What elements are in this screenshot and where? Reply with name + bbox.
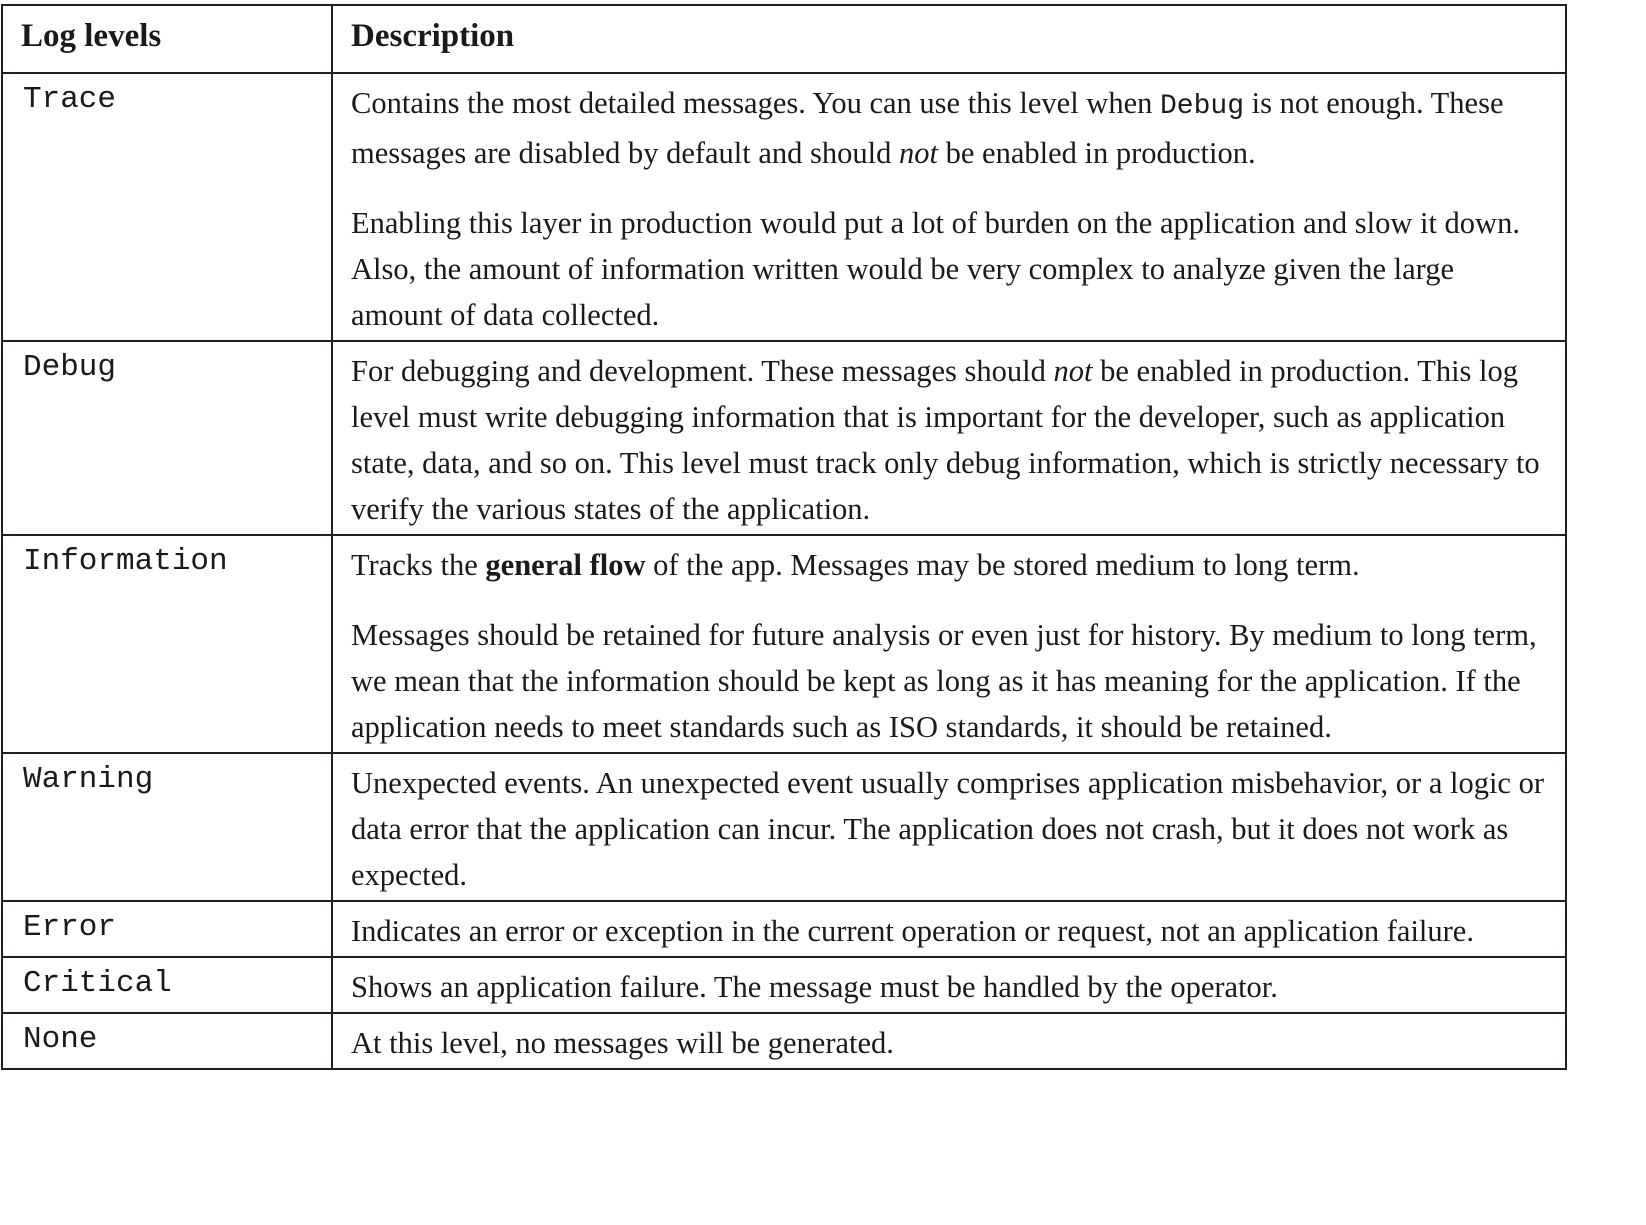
bold-text: general flow [485, 548, 646, 582]
description-text: be enabled in production. This log level must write debugging information that is important for the developer, such as application state, data, and so on. This level must track only debug information, which is strictly necessary to verify the various states of the application. [351, 354, 1540, 526]
log-level-critical: Critical [2, 957, 332, 1013]
description-text: Contains the most detailed messages. You can use this level when [351, 86, 1160, 120]
table-row [2, 901, 1566, 957]
description-paragraph: At this level, no messages will be generated. [351, 1026, 894, 1060]
emphasis-text: not [899, 136, 938, 170]
description-error [332, 901, 1566, 957]
description-text: Tracks the [351, 548, 486, 582]
description-paragraph [351, 80, 1551, 176]
description-paragraph: Enabling this layer in production would put a lot of burden on the application and slow it down. Also, the amount of information written would be very complex to analyze given the large amount of data collected. [351, 206, 1520, 332]
description-paragraph: Messages should be retained for future analysis or even just for history. By medium to long term, we mean that the information should be kept as long as it has meaning for the application. If the application needs to meet standards such as ISO standards, it should be retained. [351, 618, 1537, 744]
log-level-none: None [2, 1013, 332, 1069]
header-log-levels: Log levels [2, 5, 332, 73]
log-level-debug: Debug [2, 341, 332, 535]
description-paragraph [351, 542, 1551, 588]
description-information [332, 535, 1566, 753]
description-trace [332, 73, 1566, 341]
description-text: is not enough. These messages are disabled by default and should [351, 86, 1504, 170]
description-critical [332, 957, 1566, 1013]
log-level-trace: Trace [2, 73, 332, 341]
description-text: of the app. Messages may be stored medium to long term. [645, 548, 1360, 582]
log-levels-table [1, 4, 1567, 1070]
description-warning [332, 753, 1566, 901]
table-row [2, 753, 1566, 901]
table-row [2, 1013, 1566, 1069]
table-row [2, 73, 1566, 341]
log-level-warning: Warning [2, 753, 332, 901]
emphasis-text: not [1053, 354, 1093, 388]
table-row [2, 535, 1566, 753]
header-description: Description [332, 5, 1566, 73]
description-text: be enabled in production. [938, 136, 1256, 170]
description-text: For debugging and development. These messages should [351, 354, 1054, 388]
description-paragraph: Shows an application failure. The message must be handled by the operator. [351, 970, 1278, 1004]
log-level-information: Information [2, 535, 332, 753]
description-debug [332, 341, 1566, 535]
table-row [2, 957, 1566, 1013]
table-row [2, 341, 1566, 535]
description-paragraph: Unexpected events. An unexpected event usually comprises application misbehavior, or a logic or data error that the application can incur. The application does not crash, but it does not work as expected. [351, 766, 1544, 892]
description-paragraph: Indicates an error or exception in the current operation or request, not an application failure. [351, 914, 1474, 948]
description-none [332, 1013, 1566, 1069]
description-paragraph [351, 348, 1551, 532]
log-level-error: Error [2, 901, 332, 957]
table-header-row [2, 5, 1566, 73]
inline-code: Debug [1159, 91, 1244, 122]
